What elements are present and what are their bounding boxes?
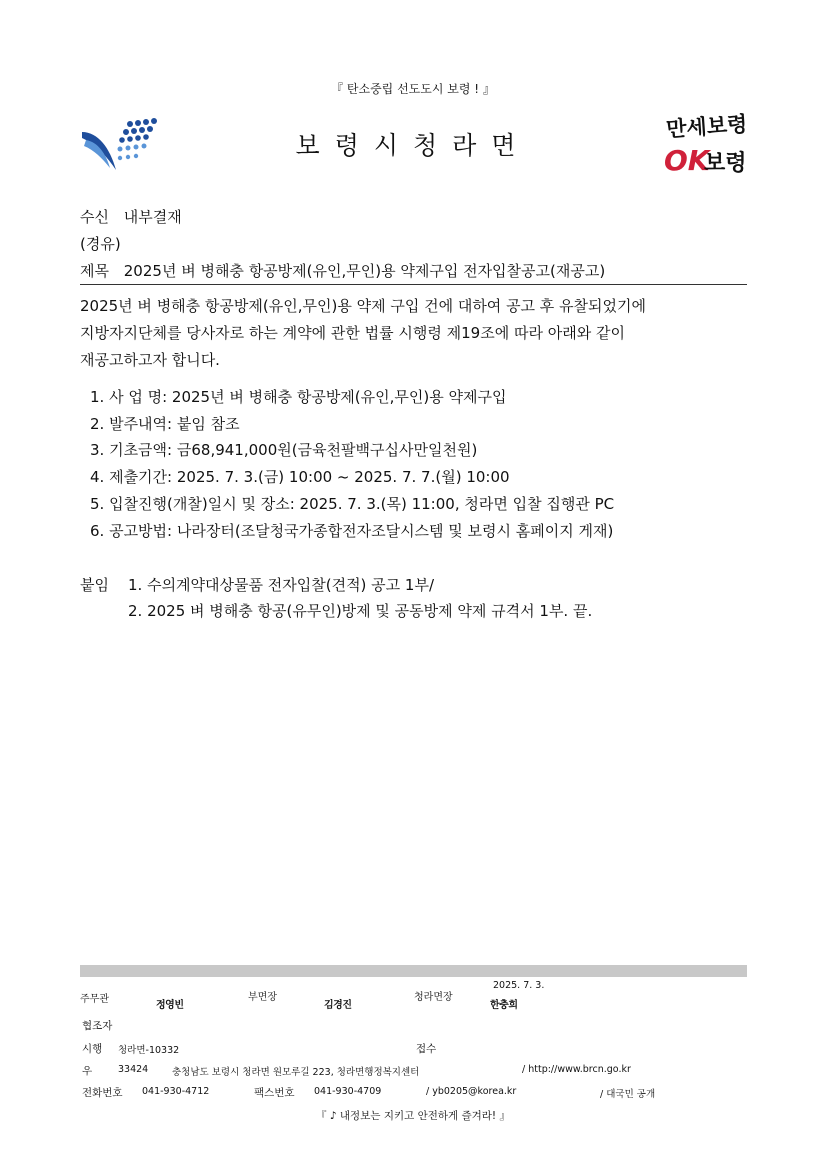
body-line: 지방자지단체를 당사자로 하는 계약에 관한 법률 시행령 제19조에 따라 아래와 같이 (80, 324, 625, 342)
subject-line (80, 260, 605, 281)
attachment-item: 1. 수의계약대상물품 전자입찰(견적) 공고 1부/ (128, 576, 435, 594)
approval-name: 한충희 (490, 1000, 518, 1011)
disclosure-status: / 대국민 공개 (600, 1089, 656, 1100)
body-line: 2025년 벼 병해충 항공방제(유인,무인)용 약제 구입 건에 대하여 공고 후 유찰되었기에 (80, 297, 647, 315)
list-item: 2. 발주내역: 붙임 참조 (90, 415, 240, 433)
via-line: (경유) (80, 235, 121, 253)
list-item: 6. 공고방법: 나라장터(조달청국가종합전자조달시스템 및 보령시 홈페이지 게재) (90, 522, 614, 540)
address: 충청남도 보령시 청라면 원모루길 223, 청라면행정복지센터 (172, 1067, 420, 1078)
receipt-label: 접수 (416, 1043, 437, 1055)
phone-label: 전화번호 (82, 1087, 123, 1099)
svg-text:OK: OK (664, 144, 710, 177)
phone-value: 041-930-4712 (142, 1086, 210, 1097)
divider (80, 284, 747, 285)
approval-role: 부면장 (248, 992, 277, 1003)
fax-label: 팩스번호 (254, 1087, 295, 1099)
fax-value: 041-930-4709 (314, 1086, 382, 1097)
body-paragraph (80, 293, 747, 374)
recipient-line (80, 206, 182, 227)
enforce-value: 청라면-10332 (118, 1045, 180, 1056)
list-item: 5. 입찰진행(개찰)일시 및 장소: 2025. 7. 3.(목) 11:00, 청라면 입찰 집행관 PC (90, 495, 615, 513)
list-item: 1. 사 업 명: 2025년 벼 병해충 항공방제(유인,무인)용 약제구입 (90, 388, 507, 406)
svg-text:보령: 보령 (704, 151, 747, 176)
body-line: 재공고하고자 합니다. (80, 351, 220, 369)
attachment-item: 2. 2025 벼 병해충 항공(유무인)방제 및 공동방제 약제 규격서 1부. 끝. (128, 602, 593, 620)
zip-label: 우 (82, 1065, 93, 1077)
ok-boryeong-logo (662, 104, 750, 178)
cooperator-label: 협조자 (82, 1020, 113, 1032)
approval-name: 김경진 (324, 1000, 352, 1011)
recipient-value: 내부결재 (123, 208, 182, 226)
approval-name: 정영빈 (156, 1000, 184, 1011)
footer-separator-bar (80, 965, 747, 977)
approval-role: 주무관 (80, 994, 109, 1005)
top-slogan: 『 탄소중립 선도도시 보령 ! 』 (331, 82, 495, 96)
approval-date: 2025. 7. 3. (493, 980, 545, 991)
svg-text:만세보령: 만세보령 (665, 111, 749, 142)
list-item: 3. 기초금액: 금68,941,000원(금육천팔백구십사만일천원) (90, 441, 478, 459)
email-link[interactable]: / yb0205@korea.kr (426, 1086, 517, 1097)
bottom-slogan: 『 ♪ 내정보는 지키고 안전하게 즐겨라! 』 (316, 1110, 510, 1122)
recipient-label: 수신 (80, 208, 109, 226)
homepage-link[interactable]: / http://www.brcn.go.kr (522, 1064, 631, 1075)
enforce-label: 시행 (82, 1043, 103, 1055)
zip-value: 33424 (118, 1064, 149, 1075)
subject-value: 2025년 벼 병해충 항공방제(유인,무인)용 약제구입 전자입찰공고(재공고) (123, 262, 606, 280)
page-title: 보령시청라면 (295, 131, 531, 160)
list-item: 4. 제출기간: 2025. 7. 3.(금) 10:00 ~ 2025. 7. 7.(월) 10:00 (90, 468, 510, 486)
subject-label: 제목 (80, 262, 109, 280)
approval-role: 청라면장 (414, 992, 453, 1003)
attachment-label: 붙임 (80, 576, 109, 594)
